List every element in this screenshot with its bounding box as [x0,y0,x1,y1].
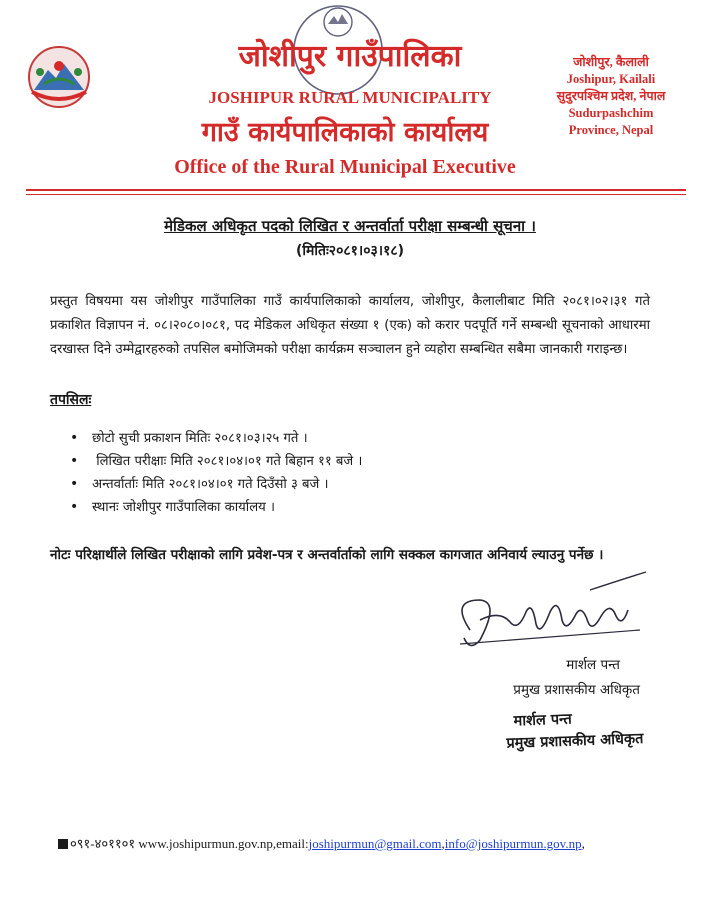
office-name-english: Office of the Rural Municipal Executive [174,156,516,178]
footer-website[interactable]: www.joshipurmun.gov.np,email: [138,836,309,851]
header-divider-thin [26,194,686,195]
municipality-name-english: JOSHIPUR RURAL MUNICIPALITY [208,88,492,107]
municipality-name-nepali: जोशीपुर गाउँपालिका [238,39,462,74]
schedule-item: • स्थानः जोशीपुर गाउँपालिका कार्यालय । [70,496,630,519]
schedule-item: • अन्तर्वार्ताः मिति २०८१।०४।०१ गते दिउँसो ३ बजे । [70,473,630,496]
footer-separator: , [441,836,445,851]
footer-email-link[interactable]: joshipurmun@gmail.com [308,836,442,851]
footer-trailing: , [581,836,585,851]
notice-subject: मेडिकल अधिकृत पदको लिखित र अन्तर्वार्ता परीक्षा सम्बन्धी सूचना । [164,217,536,235]
nepal-emblem-icon [26,44,92,110]
footer-phone: ०९१-४०११०१ [70,836,136,851]
address-line: सुदुरपश्चिम प्रदेश, नेपाल [556,89,666,103]
office-name-nepali: गाउँ कार्यपालिकाको कार्यालय [201,117,489,148]
signatory-designation: प्रमुख प्रशासकीय अधिकृत [513,682,640,698]
signatory-name: मार्शल पन्त [566,657,620,673]
schedule-list [70,427,630,519]
schedule-heading: तपसिलः [50,392,92,408]
seal-name: मार्शल पन्त [513,711,573,730]
notice-body: प्रस्तुत विषयमा यस जोशीपुर गाउँपालिका गाउँ कार्यपालिकाको कार्यालय, जोशीपुर, कैलालीबाट मिति २०८१।०२।३१ गते प्रकाशित विज्ञापन नं. ०८।२०८०।०८१, पद मेडिकल अधिकृत संख्या १ (एक) को करार पदपूर्ति गर्ने सम्बन्धी सूचनाको आधारमा दरखास्त दिने उम्मेद्वारहरुको तपसिल बमोजिमको परीक्षा कार्यक्रम सञ्चालन हुने व्यहोरा सम्बन्धित सबैमा जानकारी गराइन्छ। [50,294,650,357]
footer-contact [58,834,688,852]
address-line: Sudurpashchim [568,106,654,120]
schedule-item: • छोटो सुची प्रकाशन मितिः २०८१।०३।२५ गते । [70,427,630,450]
address-line: जोशीपुर, कैलाली [573,55,649,69]
seal-designation: प्रमुख प्रशासकीय अधिकृत [506,731,644,752]
notice-note: नोटः परिक्षार्थीले लिखित परीक्षाको लागि प्रवेश-पत्र र अन्तर्वार्ताको लागि सक्कल कागजात अनिवार्य ल्याउनु पर्नेछ । [50,547,604,563]
office-address [552,54,670,139]
address-line: Province, Nepal [568,123,654,137]
handwritten-signature-icon [440,560,660,660]
phone-icon [58,839,68,849]
schedule-item: • लिखित परीक्षाः मिति २०८१।०४।०१ गते बिहान ११ बजे । [70,450,630,473]
footer-email-link[interactable]: info@joshipurmun.gov.np [444,836,582,851]
name-seal [505,705,666,755]
notice-date: (मितिः२०८१।०३।१८) [295,243,405,259]
address-line: Joshipur, Kailali [566,72,656,86]
header-divider [26,189,686,191]
